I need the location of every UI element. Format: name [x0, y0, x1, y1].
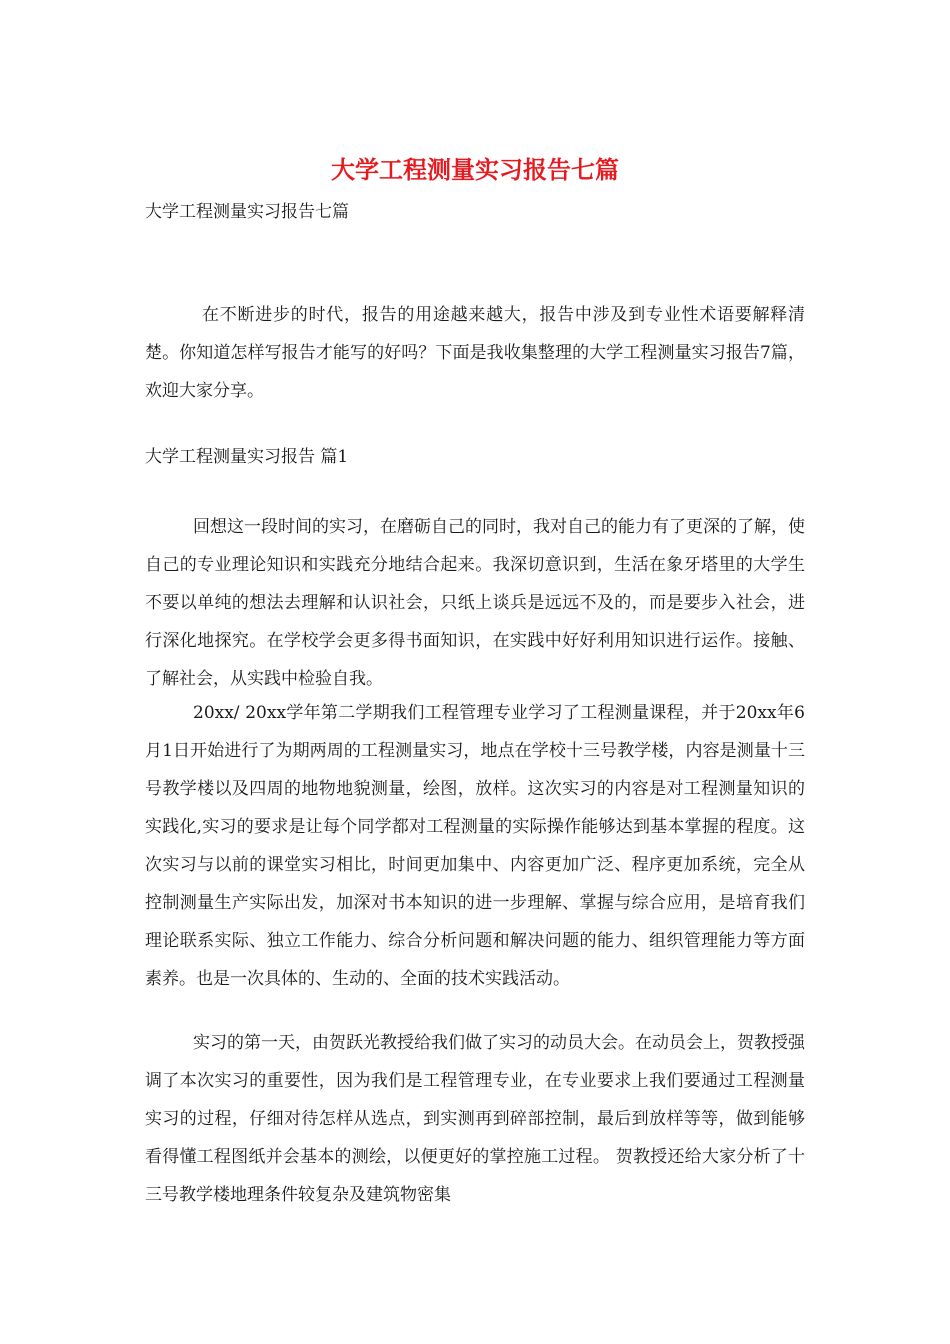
intro-paragraph: 在不断进步的时代，报告的用途越来越大，报告中涉及到专业性术语要解释清楚。你知道怎样写报告才能写的好吗？下面是我收集整理的大学工程测量实习报告7篇，欢迎大家分享。 — [145, 305, 805, 401]
section-heading: 大学工程测量实习报告 篇1 — [145, 447, 349, 467]
body-paragraph: 实习的第一天，由贺跃光教授给我们做了实习的动员大会。在动员会上，贺教授强调了本次实习的重要性，因为我们是工程管理专业，在专业要求上我们要通过工程测量实习的过程，仔细对待怎样从选点，到实测再到碎部控制，最后到放样等等，做到能够看得懂工程图纸并会基本的测绘，以便更好的掌控施工过程。 贺教授还给大家分析了十三号教学楼地理条件较复杂及建筑物密集 — [145, 1033, 805, 1205]
body-paragraph: 回想这一段时间的实习，在磨砺自己的同时，我对自己的能力有了更深的了解，使自己的专业理论知识和实践充分地结合起来。我深切意识到，生活在象牙塔里的大学生不要以单纯的想法去理解和认识社会，只纸上谈兵是远远不及的，而是要步入社会，进行深化地探究。在学校学会更多得书面知识，在实践中好好利用知识进行运作。接触、了解社会，从实践中检验自我。 — [145, 517, 805, 689]
document-subtitle: 大学工程测量实习报告七篇 — [145, 202, 349, 222]
document-title: 大学工程测量实习报告七篇 — [331, 155, 619, 184]
body-paragraph: 20xx/ 20xx学年第二学期我们工程管理专业学习了工程测量课程，并于20xx年6月1日开始进行了为期两周的工程测量实习，地点在学校十三号教学楼，内容是测量十三号教学楼以及四周的地物地貌测量，绘图，放样。这次实习的内容是对工程测量知识的实践化,实习的要求是让每个同学都对工程测量的实际操作能够达到基本掌握的程度。这次实习与以前的课堂实习相比，时间更加集中、内容更加广泛、程序更加系统，完全从控制测量生产实际出发，加深对书本知识的进一步理解、掌握与综合应用，是培育我们理论联系实际、独立工作能力、综合分析问题和解决问题的能力、组织管理能力等方面素养。也是一次具体的、生动的、全面的技术实践活动。 — [145, 703, 805, 989]
